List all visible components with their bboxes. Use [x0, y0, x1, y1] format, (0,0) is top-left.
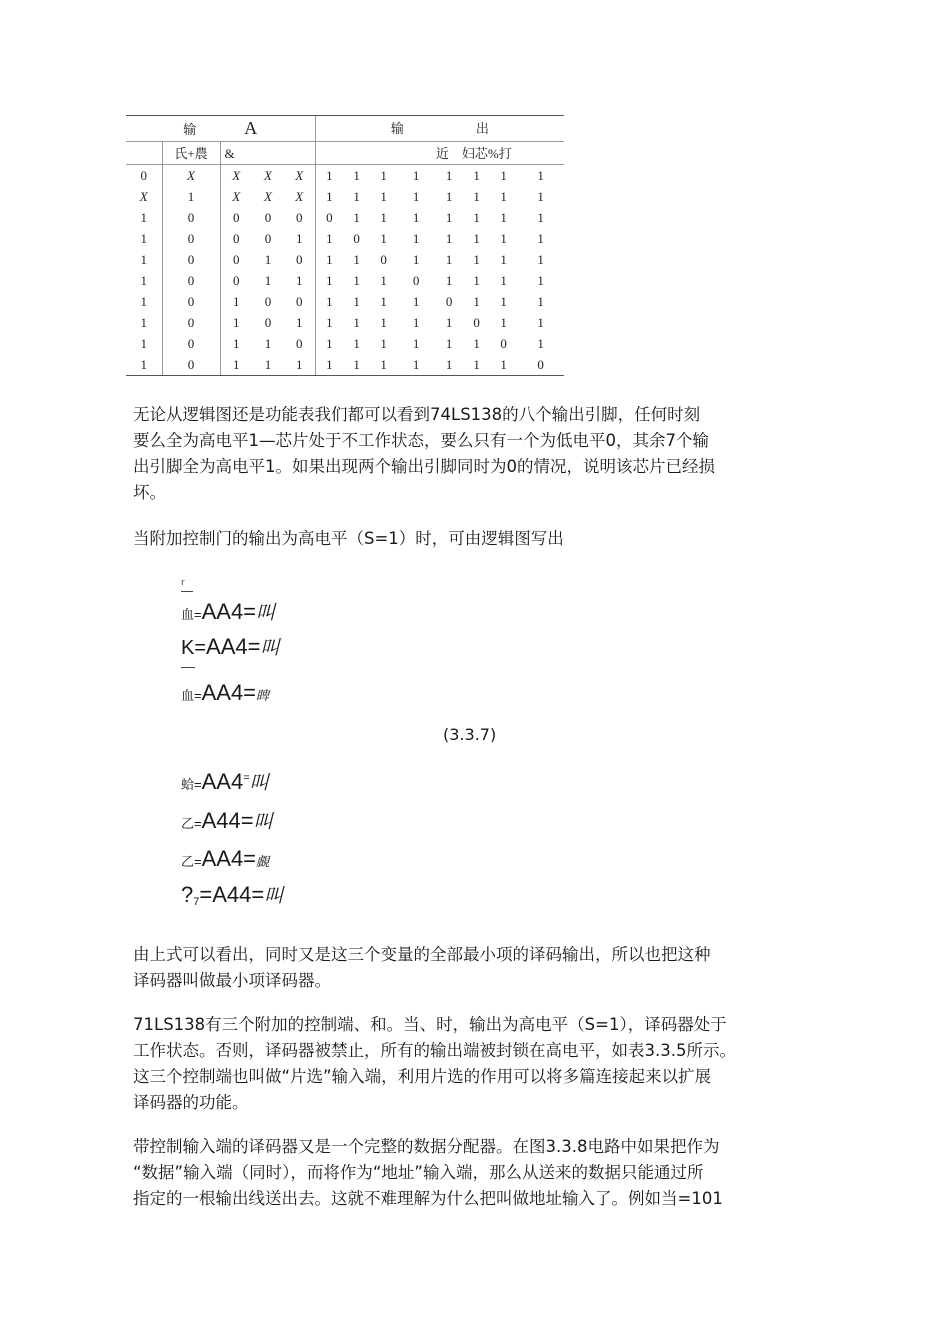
input-cell: 0: [264, 315, 272, 330]
output-cell: 1: [473, 252, 480, 267]
output-cell: 1: [445, 336, 453, 351]
input-cell: 1: [220, 333, 252, 354]
output-cell: 1: [412, 168, 420, 183]
output-cell: 1: [500, 189, 507, 204]
text-line: 译码器叫做最小项译码器。: [133, 971, 331, 990]
output-cell: 1: [380, 315, 387, 330]
text-line: 当附加控制门的输出为高电平（S=1）时，可由逻辑图写出: [133, 529, 564, 548]
text-line: 带控制输入端的译码器又是一个完整的数据分配器。在图3.3.8电路中如果把作为: [133, 1137, 720, 1156]
output-cell: 1: [445, 189, 453, 204]
output-cell: 0: [500, 336, 507, 351]
text-line: 工作状态。否则，译码器被禁止，所有的输出端被封锁在高电平，如表3.3.5所示。: [133, 1041, 736, 1060]
input-cell: 1: [140, 252, 147, 267]
paragraph-data-distributor: [133, 1134, 843, 1212]
output-cell: 1: [537, 189, 544, 204]
text-line: 这三个控制端也叫做“片选”输入端，利用片选的作用可以将多篇连接起来以扩展: [133, 1067, 712, 1086]
text-line: 坏。: [133, 483, 166, 502]
equation-2: K=AA4=叫: [181, 634, 280, 659]
paragraph-control-inputs: [133, 1012, 843, 1116]
output-cell: 1: [397, 354, 435, 376]
input-cell: 1: [264, 336, 272, 351]
input-cell: 0: [162, 312, 220, 333]
input-cell: 0: [220, 228, 252, 249]
output-cell: 1: [537, 273, 544, 288]
output-cell: 1: [490, 354, 517, 376]
text-line: 指定的一根输出线送出去。这就不难理解为什么把叫做地址输入了。例如当=101: [133, 1189, 723, 1208]
text-line: 由上式可以看出，同时又是这三个变量的全部最小项的译码输出，所以也把这种: [133, 945, 711, 964]
input-cell: X: [264, 189, 272, 204]
output-cell: 1: [412, 315, 420, 330]
equation-4: 蛤=AA4=叫: [181, 769, 269, 794]
input-cell: 0: [264, 294, 272, 309]
table-row: [126, 354, 564, 376]
input-cell: 1: [140, 294, 147, 309]
output-cell: 0: [473, 315, 480, 330]
output-cell: 1: [315, 270, 343, 291]
output-cell: 1: [537, 336, 544, 351]
input-cell: 1: [284, 354, 315, 376]
equation-1: 血=AA4=叫: [181, 599, 276, 624]
output-cell: 1: [380, 336, 387, 351]
output-cell: 1: [353, 168, 360, 183]
output-cell: 1: [500, 252, 507, 267]
input-cell: 0: [162, 354, 220, 376]
input-cell: 0: [264, 210, 272, 225]
paragraph-minterm-decoder: [133, 942, 843, 994]
output-cell: 1: [473, 336, 480, 351]
output-cell: 1: [353, 315, 360, 330]
output-cell: 1: [353, 189, 360, 204]
output-cell: 1: [537, 294, 544, 309]
text-line: “数据”输入端（同时），而将作为“地址”输入端，那么从送来的数据只能通过所: [133, 1163, 704, 1182]
header-cell-outputs: 近 妇芯%打: [315, 142, 564, 165]
output-cell: 1: [315, 333, 343, 354]
equation-5: 乙=A44=叫: [181, 808, 273, 833]
input-cell: X: [264, 168, 272, 183]
text-line: 译码器的功能。: [133, 1093, 249, 1112]
input-cell: X: [295, 168, 304, 183]
output-cell: 0: [517, 354, 564, 376]
output-cell: 0: [380, 252, 387, 267]
input-cell: 0: [296, 336, 303, 351]
output-cell: 1: [500, 315, 507, 330]
output-cell: 1: [380, 189, 387, 204]
input-cell: 0: [162, 291, 220, 312]
output-cell: 1: [370, 354, 397, 376]
output-cell: 1: [435, 354, 463, 376]
output-cell: 1: [537, 315, 544, 330]
table-row: [126, 228, 564, 249]
equation-6: 乙=AA4=覰: [181, 846, 270, 871]
input-cell: 0: [296, 252, 303, 267]
header-cell-enable-b: 氏+農: [162, 142, 220, 165]
truth-table: [126, 115, 564, 376]
output-cell: 1: [380, 210, 387, 225]
input-cell: 1: [140, 231, 147, 246]
input-cell: 0: [264, 231, 272, 246]
output-cell: 1: [353, 252, 360, 267]
output-cell: 1: [473, 294, 480, 309]
input-cell: 1: [264, 252, 272, 267]
table-row: [126, 186, 564, 207]
output-cell: 1: [537, 231, 544, 246]
input-cell: 0: [162, 207, 220, 228]
output-cell: 1: [445, 210, 453, 225]
text-line: 要么全为高电平1—芯片处于不工作状态，要么只有一个为低电平0，其余7个输: [133, 431, 709, 450]
input-cell: 0: [220, 270, 252, 291]
input-cell: 1: [162, 186, 220, 207]
equation-7: $?_7=A44=$叫: [181, 882, 284, 908]
input-cell: 0: [296, 210, 303, 225]
overbar-line: [181, 591, 193, 592]
input-cell: X: [139, 189, 148, 204]
input-cell: 1: [296, 273, 303, 288]
table-row: [126, 249, 564, 270]
input-cell: X: [220, 165, 252, 187]
paragraph-outputs-description: [133, 402, 843, 506]
output-cell: 1: [353, 294, 360, 309]
header-cell-address: &: [220, 142, 315, 165]
output-cell: 0: [412, 273, 420, 288]
table-row: [126, 207, 564, 228]
table-row: [126, 312, 564, 333]
overbar-line: [181, 667, 195, 668]
table-row: [126, 291, 564, 312]
header-cell-enable: [126, 142, 162, 165]
input-cell: 1: [296, 315, 303, 330]
equation-number: (3.3.7): [443, 725, 497, 744]
table-row: [126, 165, 564, 187]
output-cell: 1: [412, 336, 420, 351]
output-cell: 0: [353, 231, 360, 246]
output-cell: 1: [343, 354, 370, 376]
output-cell: 0: [315, 207, 343, 228]
output-cell: 1: [412, 189, 420, 204]
input-cell: 1: [126, 354, 162, 376]
output-cell: 1: [353, 336, 360, 351]
input-cell: X: [220, 186, 252, 207]
output-cell: 1: [500, 273, 507, 288]
input-cell: 1: [220, 312, 252, 333]
output-cell: 1: [473, 231, 480, 246]
input-cell: 0: [220, 249, 252, 270]
input-cell: 1: [140, 336, 147, 351]
output-cell: 1: [412, 231, 420, 246]
text-line: 出引脚全为高电平1。如果出现两个输出引脚同时为0的情况，说明该芯片已经损: [133, 457, 715, 476]
input-cell: 1: [220, 354, 252, 376]
output-cell: 1: [445, 252, 453, 267]
input-cell: X: [295, 189, 304, 204]
output-cell: 1: [500, 294, 507, 309]
output-cell: 1: [500, 231, 507, 246]
table-row: [126, 333, 564, 354]
input-cell: 1: [296, 231, 303, 246]
output-cell: 1: [445, 168, 453, 183]
output-cell: 1: [380, 273, 387, 288]
text-line: 无论从逻辑图还是功能表我们都可以看到74LS138的八个输出引脚，任何时刻: [133, 405, 701, 424]
output-cell: 1: [353, 273, 360, 288]
output-cell: 1: [473, 189, 480, 204]
text-line: 71LS138有三个附加的控制端、和。当、时，输出为高电平（S=1），译码器处于: [133, 1015, 727, 1034]
output-cell: 1: [463, 354, 490, 376]
overbar-mark: r: [181, 578, 185, 588]
table-header-row-2: [126, 142, 564, 165]
output-cell: 1: [315, 249, 343, 270]
output-cell: 1: [500, 210, 507, 225]
input-cell: 1: [220, 291, 252, 312]
input-cell: 1: [140, 273, 147, 288]
input-cell: 0: [162, 333, 220, 354]
truth-table-body: [126, 165, 564, 376]
output-cell: 1: [537, 252, 544, 267]
output-cell: 1: [380, 294, 387, 309]
output-cell: 1: [315, 186, 343, 207]
output-cell: 1: [380, 231, 387, 246]
output-cell: 1: [412, 294, 420, 309]
output-cell: 1: [500, 168, 507, 183]
input-cell: X: [162, 165, 220, 187]
output-cell: 1: [412, 210, 420, 225]
equation-3: 血=AA4=睥: [181, 680, 270, 705]
output-cell: 1: [445, 231, 453, 246]
input-cell: 0: [140, 168, 147, 183]
input-cell: 0: [220, 207, 252, 228]
output-cell: 1: [473, 168, 480, 183]
input-cell: 0: [296, 294, 303, 309]
output-group-header: 输 出: [315, 116, 564, 142]
input-cell: 0: [162, 249, 220, 270]
input-cell: 1: [140, 210, 147, 225]
input-cell: 1: [264, 273, 272, 288]
output-cell: 1: [315, 291, 343, 312]
output-cell: 1: [315, 228, 343, 249]
output-cell: 1: [445, 315, 453, 330]
input-cell: 0: [162, 270, 220, 291]
output-cell: 1: [537, 210, 544, 225]
paragraph-logic-intro: [133, 526, 843, 552]
output-cell: 1: [353, 210, 360, 225]
output-cell: 1: [315, 312, 343, 333]
table-row: [126, 270, 564, 291]
output-cell: 1: [473, 273, 480, 288]
output-cell: 1: [412, 252, 420, 267]
input-cell: 0: [162, 228, 220, 249]
output-cell: 0: [445, 294, 453, 309]
output-cell: 1: [315, 354, 343, 376]
output-cell: 1: [380, 168, 387, 183]
input-cell: 1: [140, 315, 147, 330]
table-header-row-1: [126, 116, 564, 142]
output-cell: 1: [445, 273, 453, 288]
output-cell: 1: [315, 165, 343, 187]
output-cell: 1: [537, 168, 544, 183]
input-group-header: 输 A: [126, 116, 315, 142]
input-cell: 1: [252, 354, 284, 376]
output-cell: 1: [473, 210, 480, 225]
